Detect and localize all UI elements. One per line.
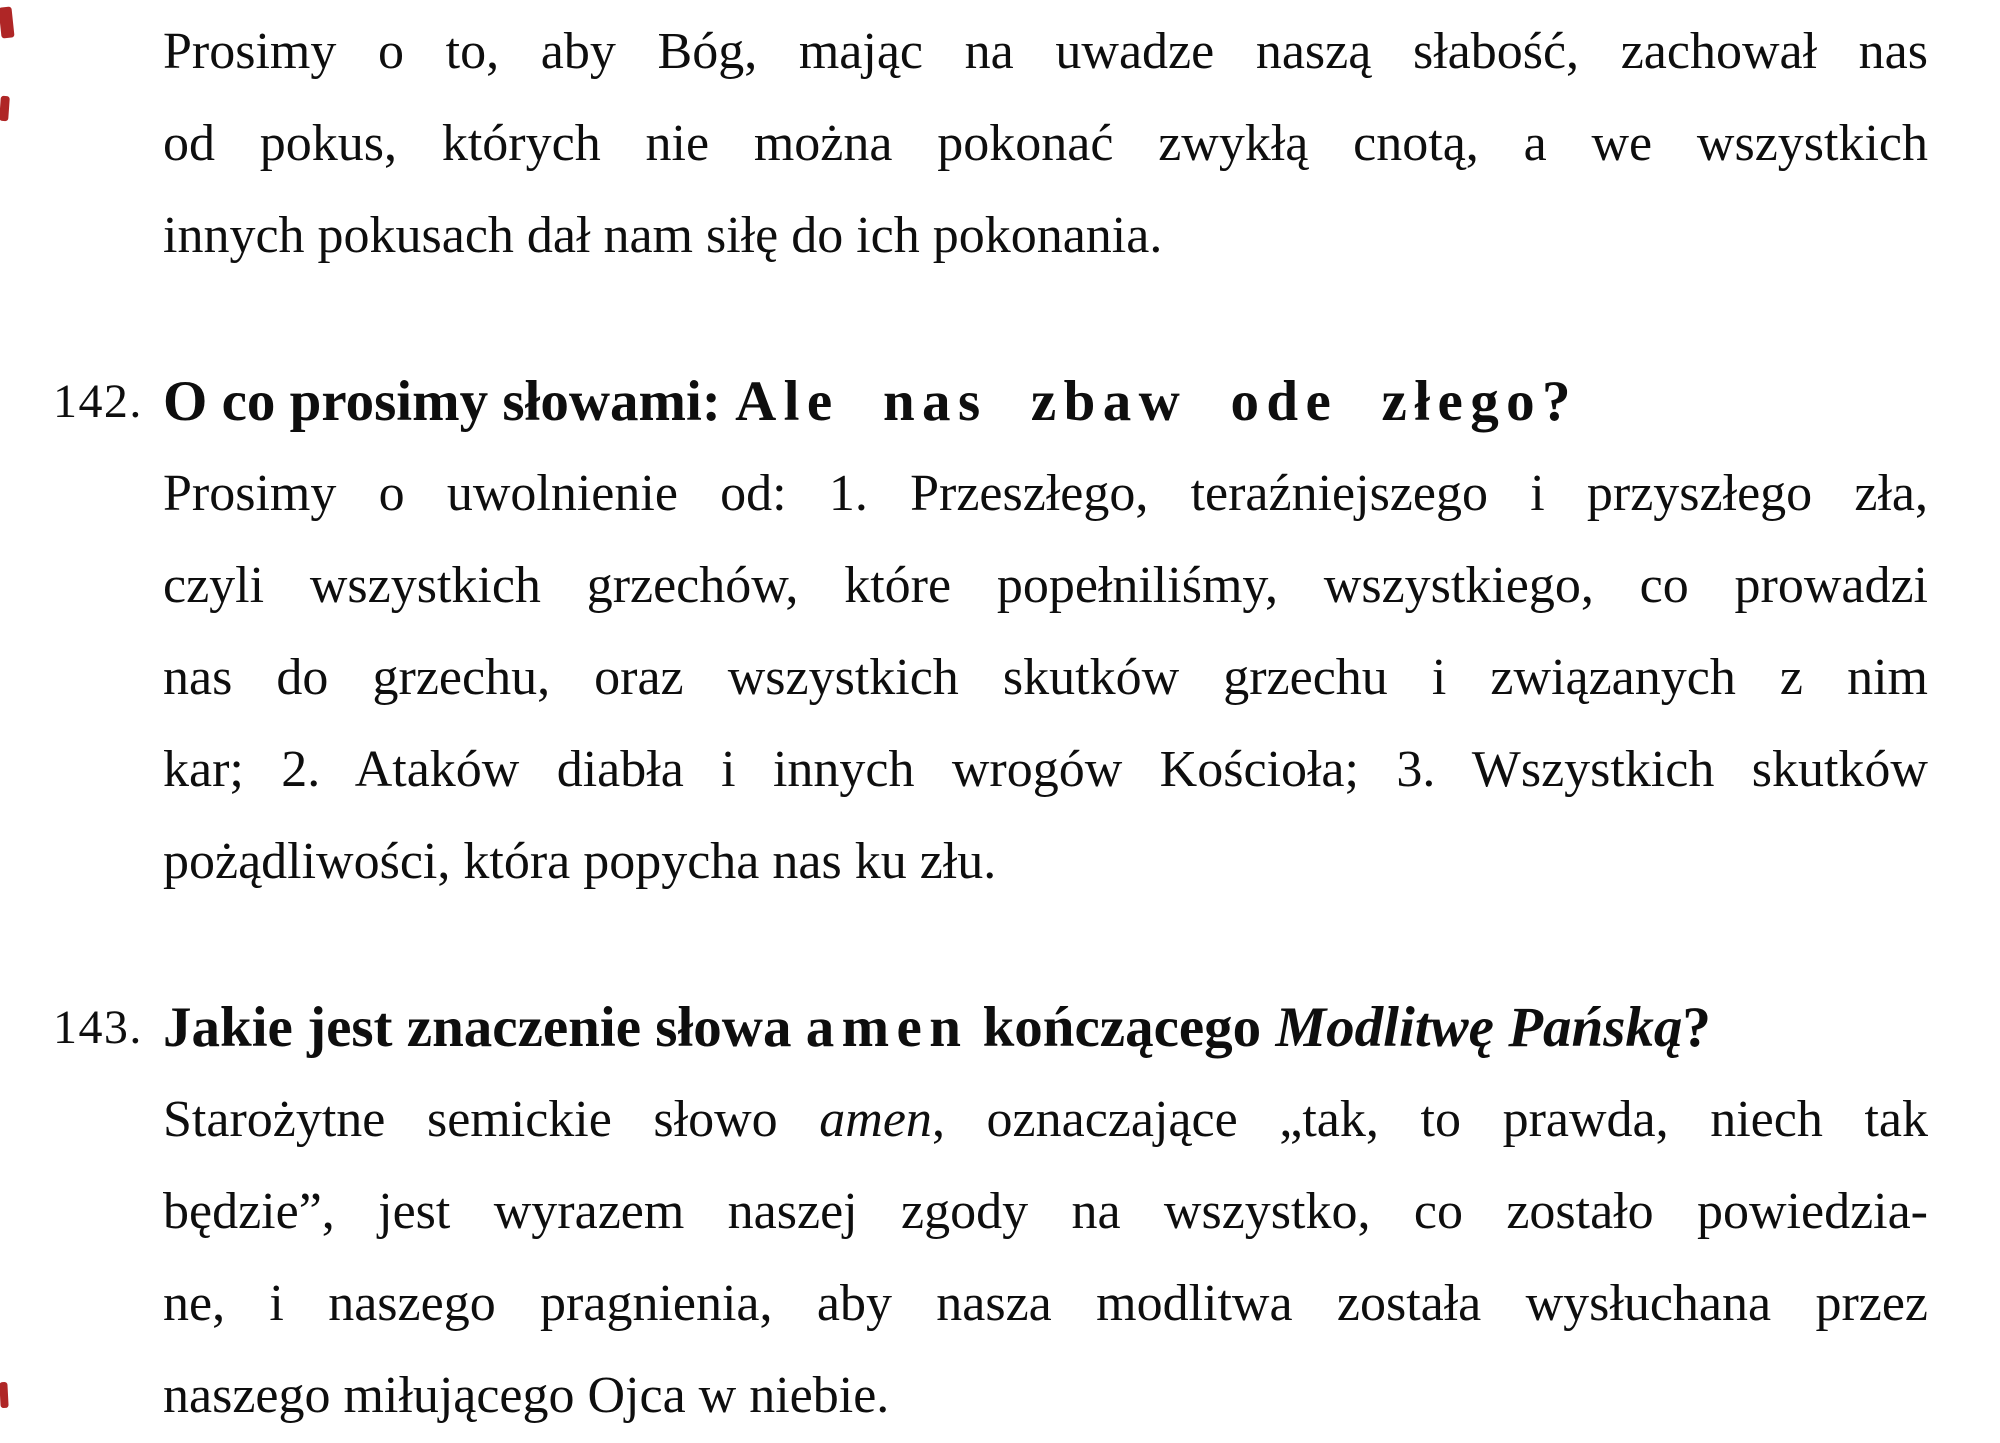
heading-spaced-run: amen (805, 996, 969, 1059)
heading-run: O co prosimy słowami: (163, 370, 736, 433)
text-run: pożądliwości, która popycha nas ku złu. (163, 833, 997, 890)
text-run: Starożytne semickie słowo (163, 1091, 820, 1148)
text-line (163, 6, 1928, 98)
answer-line (163, 724, 1928, 816)
text-run: , oznaczające „tak, to prawda, niech tak (931, 1091, 1928, 1148)
text-run: będzie”, jest wyrazem naszej zgody na wszystko, co zostało powiedzia- (163, 1183, 1928, 1240)
text-line (163, 98, 1928, 190)
answer-line (163, 816, 1928, 908)
red-edge-mark (0, 96, 10, 122)
text-run: nas do grzechu, oraz wszystkich skutków grzechu i związanych z nim (163, 649, 1928, 706)
text-line (163, 190, 1928, 282)
heading-spaced-run: Ale nas zbaw ode złego (735, 370, 1543, 433)
heading-run: Jakie jest znaczenie słowa (163, 996, 806, 1059)
text-run: kar; 2. Ataków diabła i innych wrogów Kościoła; 3. Wszystkich skutków (163, 741, 1928, 798)
heading-italic-run: Modlitwę Pańską (1275, 996, 1683, 1059)
intro-paragraph (163, 6, 1928, 282)
text-run: Prosimy o uwolnienie od: 1. Przeszłego, teraźniejszego i przyszłego zła, (163, 465, 1928, 522)
document-content (53, 6, 1928, 1442)
text-run: naszego miłującego Ojca w niebie. (163, 1367, 890, 1424)
answer-line (163, 1258, 1928, 1350)
text-run: od pokus, których nie można pokonać zwykłą cnotą, a we wszystkich (163, 115, 1928, 172)
text-run: innych pokusach dał nam siłę do ich pokonania. (163, 207, 1163, 264)
red-edge-mark (0, 6, 15, 38)
question-section (53, 982, 1928, 1442)
question-section (53, 356, 1928, 908)
heading-run: ? (1542, 370, 1571, 433)
text-run: Prosimy o to, aby Bóg, mając na uwadze naszą słabość, zachował nas (163, 23, 1928, 80)
answer-line (163, 540, 1928, 632)
answer-line (163, 632, 1928, 724)
answer-line (163, 1074, 1928, 1166)
heading-run: kończącego (968, 996, 1276, 1059)
answer-line (163, 448, 1928, 540)
question-heading (163, 356, 1928, 448)
question-number: 142. (53, 375, 143, 428)
heading-run: ? (1682, 996, 1711, 1059)
answer-line (163, 1350, 1928, 1442)
red-edge-mark (0, 1382, 9, 1408)
text-run: czyli wszystkich grzechów, które popełniliśmy, wszystkiego, co prowadzi (163, 557, 1928, 614)
italic-text-run: amen (819, 1091, 932, 1148)
question-heading (163, 982, 1928, 1074)
answer-line (163, 1166, 1928, 1258)
question-number: 143. (53, 1001, 143, 1054)
text-run: ne, i naszego pragnienia, aby nasza modlitwa została wysłuchana przez (163, 1275, 1928, 1332)
